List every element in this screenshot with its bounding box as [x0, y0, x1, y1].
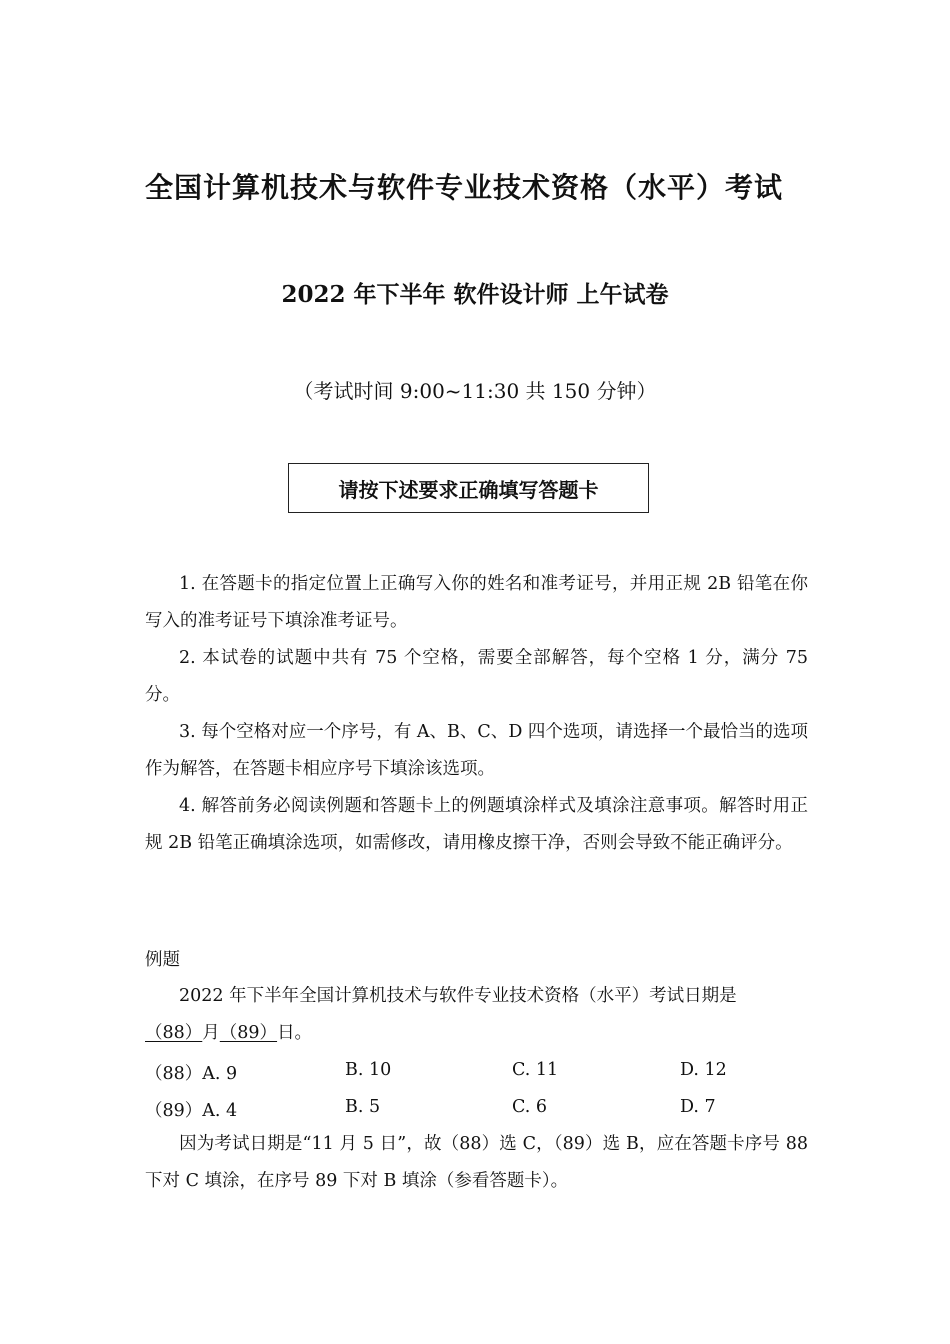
instruction-3: 3. 每个空格对应一个序号，有 A、B、C、D 四个选项，请选择一个最恰当的选项作为解答，在答题卡相应序号下填涂该选项。 — [145, 722, 808, 779]
option-88-d: D. 12 — [680, 1060, 727, 1080]
instruction-2: 2. 本试卷的试题中共有 75 个空格，需要全部解答，每个空格 1 分，满分 75 分。 — [145, 648, 808, 705]
example-label: 例题 — [145, 950, 180, 970]
example-question: 2022 年下半年全国计算机技术与软件专业技术资格（水平）考试日期是 （88）月（89）日。 — [145, 986, 737, 1043]
option-89-d: D. 7 — [680, 1097, 716, 1117]
instruction-4: 4. 解答前务必阅读例题和答题卡上的例题填涂样式及填涂注意事项。解答时用正规 2B 铅笔正确填涂选项，如需修改，请用橡皮擦干净，否则会导致不能正确评分。 — [145, 796, 808, 853]
option-88-a: （88）A. 9 — [145, 1064, 238, 1084]
exam-time: （考试时间 9:00~11:30 共 150 分钟） — [293, 379, 657, 403]
blank-89: （89） — [219, 1023, 278, 1043]
option-89-a: （89）A. 4 — [145, 1101, 238, 1121]
exam-title: 全国计算机技术与软件专业技术资格（水平）考试 — [145, 171, 784, 204]
paper-subtitle: 2022 年下半年 软件设计师 上午试卷 — [281, 281, 669, 308]
instruction-1: 1. 在答题卡的指定位置上正确写入你的姓名和准考证号，并用正规 2B 铅笔在你写入的准考证号下填涂准考证号。 — [145, 574, 808, 631]
blank-88: （88） — [145, 1023, 203, 1043]
example-explanation: 因为考试日期是“11 月 5 日”，故（88）选 C，（89）选 B，应在答题卡序号 88 下对 C 填涂，在序号 89 下对 B 填涂（参看答题卡）。 — [145, 1134, 808, 1191]
option-89-b: B. 5 — [345, 1097, 381, 1117]
option-88-c: C. 11 — [512, 1060, 559, 1080]
option-89-c: C. 6 — [512, 1097, 548, 1117]
answer-card-notice-text: 请按下述要求正确填写答题卡 — [338, 477, 599, 502]
option-88-b: B. 10 — [345, 1060, 392, 1080]
answer-card-notice-box — [288, 463, 649, 513]
